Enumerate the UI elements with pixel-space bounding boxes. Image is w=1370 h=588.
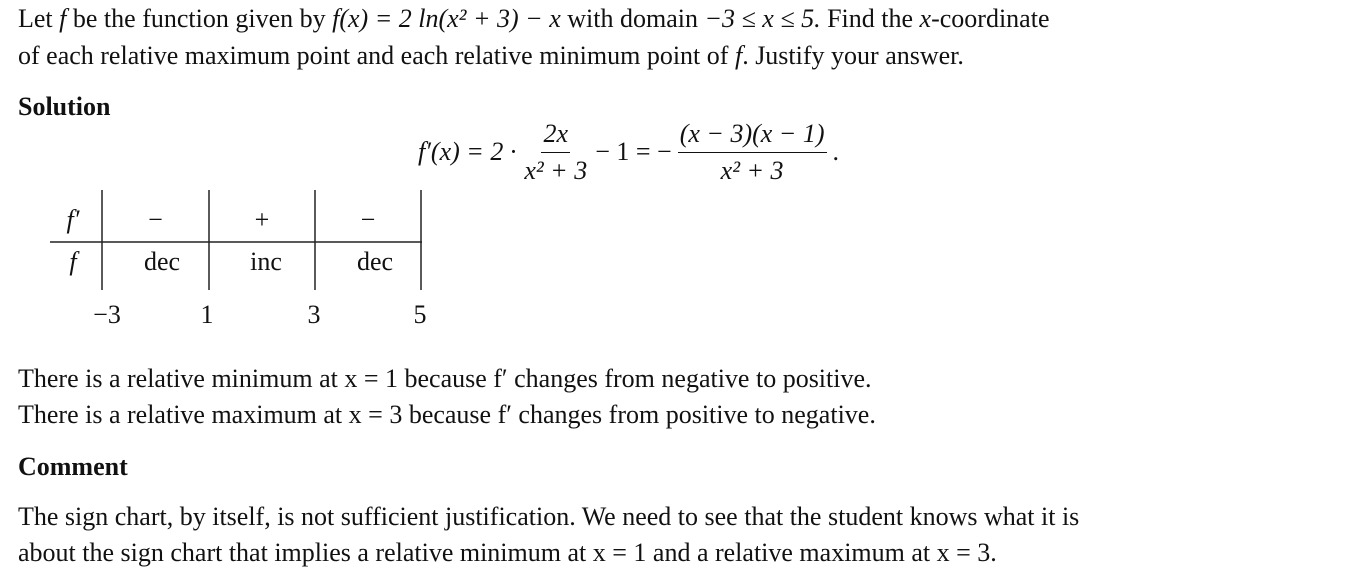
- fraction-1-denominator: x² + 3: [524, 155, 588, 185]
- x-variable: x: [919, 4, 932, 33]
- behavior-interval-3: dec: [356, 247, 394, 276]
- fraction-1: [522, 119, 589, 186]
- derivative-mid: − 1 = −: [595, 137, 672, 166]
- problem-given-by: be the function given by: [72, 4, 326, 33]
- problem-line-2-text: of each relative maximum point and each relative minimum point of: [18, 41, 729, 70]
- tick-label-c: 3: [307, 300, 321, 329]
- derivative-formula: [418, 112, 839, 192]
- function-symbol-2: f: [734, 41, 743, 70]
- fraction-2: [678, 119, 827, 186]
- derivative-end: .: [832, 137, 840, 166]
- tick-label-a: −3: [93, 300, 121, 329]
- problem-let: Let: [18, 4, 53, 33]
- problem-domain-word: with domain: [567, 4, 698, 33]
- sign-interval-2: +: [254, 205, 270, 234]
- comment-heading: Comment: [18, 452, 128, 481]
- fraction-1-numerator: 2x: [541, 119, 570, 153]
- problem-find: Find the: [827, 4, 914, 33]
- row-label-f: f: [69, 247, 77, 276]
- comment-line-2: about the sign chart that implies a relative minimum at x = 1 and a relative maximum at x = 3.: [18, 538, 997, 567]
- conclusion-maximum: There is a relative maximum at x = 3 because f′ changes from positive to negative.: [18, 400, 876, 429]
- behavior-interval-1: dec: [143, 247, 181, 276]
- problem-justify: . Justify your answer.: [742, 41, 964, 70]
- problem-coordinate: -coordinate: [931, 4, 1050, 33]
- comment-line-1: The sign chart, by itself, is not sufficient justification. We need to see that the student knows what it is: [18, 502, 1080, 531]
- sign-chart-grid: [0, 0, 440, 340]
- fraction-2-numerator: (x − 3)(x − 1): [678, 119, 827, 153]
- behavior-interval-2: inc: [250, 247, 282, 276]
- tick-label-d: 5: [413, 300, 427, 329]
- row-label-fprime: f′: [66, 205, 80, 234]
- sign-chart: [0, 0, 440, 340]
- function-symbol: f: [59, 4, 67, 33]
- sign-interval-1: −: [148, 205, 163, 234]
- tick-label-b: 1: [200, 300, 214, 329]
- problem-domain: −3 ≤ x ≤ 5.: [704, 4, 821, 33]
- conclusion-minimum: There is a relative minimum at x = 1 because f′ changes from negative to positive.: [18, 364, 872, 393]
- derivative-lhs: f′(x) = 2 ·: [418, 137, 517, 166]
- sign-interval-3: −: [360, 205, 376, 234]
- fraction-2-denominator: x² + 3: [720, 155, 784, 185]
- function-definition: f(x) = 2 ln(x² + 3) − x: [332, 4, 561, 33]
- solution-heading: Solution: [18, 92, 111, 121]
